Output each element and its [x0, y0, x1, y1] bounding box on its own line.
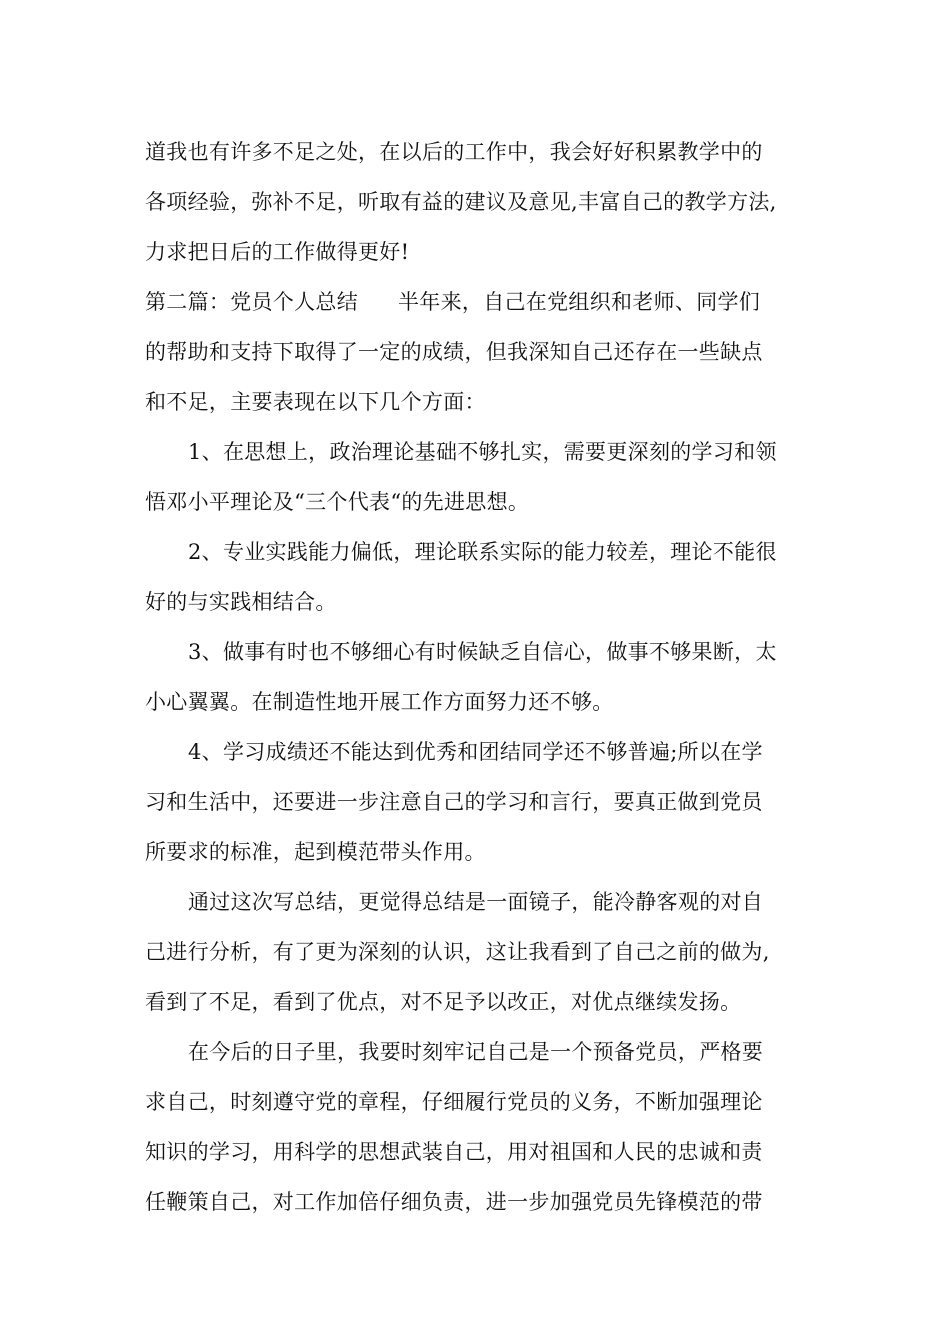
text-line: 力求把日后的工作做得更好! [145, 240, 410, 264]
section-heading-line [145, 287, 825, 317]
text-line: 在今后的日子里，我要时刻牢记自己是一个预备党员，严格要 [188, 1040, 764, 1064]
text-line: 的帮助和支持下取得了一定的成绩，但我深知自己还存在一些缺点 [145, 340, 763, 364]
text-line: 1、在思想上，政治理论基础不够扎实，需要更深刻的学习和领 [188, 440, 777, 464]
text-line: 己进行分析，有了更为深刻的认识，这让我看到了自己之前的做为, [145, 940, 770, 964]
text-line: 所要求的标准，起到模范带头作用。 [145, 840, 486, 864]
paragraph-start: 半年来，自己在党组织和老师、同学们 [398, 290, 761, 314]
text-line: 各项经验，弥补不足，听取有益的建议及意见,丰富自己的教学方法, [145, 190, 777, 214]
text-line: 通过这次写总结，更觉得总结是一面镜子，能冷静客观的对自 [188, 890, 764, 914]
text-line: 道我也有许多不足之处，在以后的工作中，我会好好积累教学中的 [145, 140, 763, 164]
text-line: 求自己，时刻遵守党的章程，仔细履行党员的义务，不断加强理论 [145, 1090, 763, 1114]
text-line: 知识的学习，用科学的思想武装自己，用对祖国和人民的忠诚和责 [145, 1140, 763, 1164]
text-line: 悟邓小平理论及“三个代表“的先进思想。 [145, 490, 530, 514]
text-line: 3、做事有时也不够细心有时候缺乏自信心，做事不够果断，太 [188, 640, 777, 664]
text-line: 任鞭策自己，对工作加倍仔细负责，进一步加强党员先锋模范的带 [145, 1190, 763, 1214]
text-line: 看到了不足，看到了优点，对不足予以改正，对优点继续发扬。 [145, 990, 742, 1014]
text-line: 和不足，主要表现在以下几个方面： [145, 390, 486, 414]
text-line: 习和生活中，还要进一步注意自己的学习和言行，要真正做到党员 [145, 790, 763, 814]
text-line: 2、专业实践能力偏低，理论联系实际的能力较差，理论不能很 [188, 540, 777, 564]
text-line: 好的与实践相结合。 [145, 590, 337, 614]
text-line: 小心翼翼。在制造性地开展工作方面努力还不够。 [145, 690, 614, 714]
section-heading: 第二篇：党员个人总结 [145, 290, 358, 314]
text-line: 4、学习成绩还不能达到优秀和团结同学还不够普遍;所以在学 [188, 740, 763, 764]
